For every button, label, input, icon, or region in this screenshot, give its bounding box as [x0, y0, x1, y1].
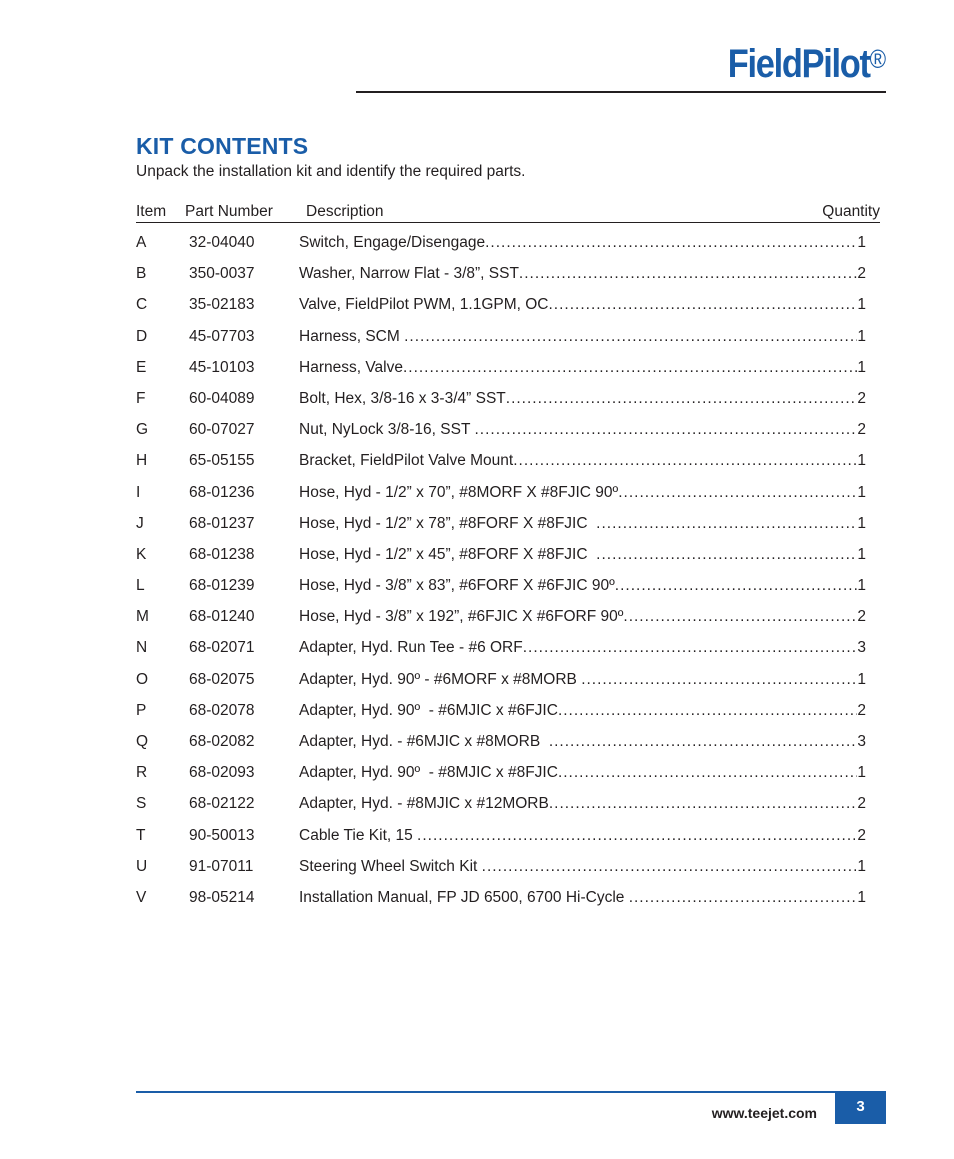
- quantity: 1: [857, 764, 866, 782]
- description: Hose, Hyd - 1/2” x 70”, #8MORF X #8FJIC 90º: [299, 483, 619, 501]
- description-line: [299, 858, 866, 876]
- quantity: 2: [857, 701, 866, 719]
- header-quantity: Quantity: [822, 203, 880, 220]
- registered-mark: ®: [869, 44, 886, 74]
- quantity: 2: [857, 389, 866, 407]
- part-number: 68-02093: [189, 764, 255, 782]
- description: Hose, Hyd - 3/8” x 192”, #6FJIC X #6FORF 90º: [299, 608, 624, 626]
- quantity: 2: [857, 608, 866, 626]
- table-row: [136, 515, 866, 546]
- table-row: [136, 764, 866, 795]
- description: Hose, Hyd - 1/2” x 45”, #8FORF X #8FJIC: [299, 545, 597, 563]
- part-number: 68-02075: [189, 670, 255, 688]
- part-number: 90-50013: [189, 826, 255, 844]
- quantity: 1: [857, 327, 866, 345]
- table-row: [136, 671, 866, 702]
- part-number: 68-02082: [189, 733, 255, 750]
- description: Washer, Narrow Flat - 3/8”, SST: [299, 265, 519, 283]
- description-line: [299, 639, 866, 657]
- footer-url: www.teejet.com: [711, 1105, 817, 1121]
- quantity: 1: [857, 514, 866, 532]
- header-part-number: Part Number: [185, 203, 273, 220]
- part-number: 68-01238: [189, 545, 255, 563]
- quantity: 2: [857, 421, 866, 439]
- item-letter: D: [136, 327, 148, 345]
- description: Valve, FieldPilot PWM, 1.1GPM, OC: [299, 296, 549, 314]
- quantity: 1: [857, 857, 866, 875]
- table-row: [136, 639, 866, 670]
- quantity: 3: [857, 733, 866, 750]
- item-letter: M: [136, 608, 149, 626]
- item-letter: R: [136, 764, 148, 782]
- dot-leader: [474, 421, 857, 439]
- item-letter: J: [136, 514, 144, 532]
- header-item: Item: [136, 203, 167, 220]
- description-line: [299, 827, 866, 845]
- table-row: [136, 452, 866, 483]
- description: Switch, Engage/Disengage: [299, 234, 486, 251]
- item-letter: U: [136, 857, 148, 875]
- quantity: 2: [857, 795, 866, 813]
- part-number: 60-04089: [189, 389, 255, 407]
- table-row: [136, 328, 866, 359]
- item-letter: F: [136, 389, 146, 407]
- description: Steering Wheel Switch Kit: [299, 857, 482, 875]
- part-number: 60-07027: [189, 421, 255, 439]
- dot-leader: [549, 795, 858, 813]
- dot-leader: [618, 484, 857, 502]
- description-line: [299, 484, 866, 502]
- description-line: [299, 671, 866, 689]
- dot-leader: [506, 390, 858, 408]
- item-letter: T: [136, 826, 146, 844]
- table-row: [136, 546, 866, 577]
- description: Installation Manual, FP JD 6500, 6700 Hi-Cycle: [299, 888, 629, 906]
- item-letter: O: [136, 670, 149, 688]
- description-line: [299, 795, 866, 813]
- dot-leader: [615, 577, 858, 595]
- quantity: 1: [857, 483, 866, 501]
- item-letter: I: [136, 483, 141, 501]
- item-letter: S: [136, 795, 147, 813]
- part-number: 68-02122: [189, 795, 255, 813]
- quantity: 1: [857, 670, 866, 688]
- dot-leader: [482, 858, 858, 876]
- description-line: [299, 390, 866, 408]
- quantity: 1: [857, 577, 866, 595]
- description-line: [299, 265, 866, 283]
- description-line: [299, 608, 866, 626]
- item-letter: E: [136, 358, 147, 376]
- dot-leader: [558, 764, 857, 782]
- quantity: 1: [857, 358, 866, 376]
- table-row: [136, 421, 866, 452]
- page-number: 3: [835, 1093, 886, 1124]
- description-line: [299, 328, 866, 346]
- table-row: [136, 733, 866, 764]
- quantity: 2: [857, 826, 866, 844]
- dot-leader: [403, 359, 857, 377]
- description: Cable Tie Kit, 15: [299, 826, 418, 844]
- description-line: [299, 546, 866, 564]
- table-row: [136, 858, 866, 889]
- item-letter: Q: [136, 733, 149, 750]
- description-line: [299, 764, 866, 782]
- description-line: [299, 577, 866, 595]
- description: Bracket, FieldPilot Valve Mount: [299, 452, 514, 470]
- part-number: 68-01237: [189, 514, 255, 532]
- description: Adapter, Hyd. - #6MJIC x #8MORB: [299, 733, 549, 750]
- brand-name: FieldPilot: [727, 42, 870, 86]
- description-line: [299, 421, 866, 439]
- dot-leader: [485, 234, 857, 252]
- header-rule: [356, 91, 886, 93]
- dot-leader: [596, 546, 857, 564]
- table-row: [136, 827, 866, 858]
- description: Bolt, Hex, 3/8-16 x 3-3/4” SST: [299, 389, 506, 407]
- part-number: 35-02183: [189, 296, 255, 314]
- description-line: [299, 452, 866, 470]
- part-number: 68-01236: [189, 483, 255, 501]
- table-row: [136, 577, 866, 608]
- dot-leader: [558, 702, 857, 720]
- description-line: [299, 515, 866, 533]
- item-letter: P: [136, 701, 147, 719]
- description-line: [299, 702, 866, 720]
- part-number: 65-05155: [189, 452, 255, 470]
- header-description: Description: [306, 203, 384, 220]
- part-number: 68-02071: [189, 639, 255, 657]
- description: Hose, Hyd - 3/8” x 83”, #6FORF X #6FJIC 90º: [299, 577, 615, 595]
- parts-list: [136, 234, 866, 920]
- description: Adapter, Hyd. 90º - #6MJIC x #6FJIC: [299, 701, 558, 719]
- description: Harness, Valve: [299, 358, 403, 376]
- part-number: 68-02078: [189, 701, 255, 719]
- quantity: 1: [857, 888, 866, 906]
- part-number: 68-01239: [189, 577, 255, 595]
- item-letter: B: [136, 265, 147, 283]
- dot-leader: [513, 452, 857, 470]
- quantity: 1: [857, 545, 866, 563]
- item-letter: V: [136, 888, 147, 906]
- dot-leader: [404, 328, 857, 346]
- quantity: 1: [857, 296, 866, 314]
- table-row: [136, 608, 866, 639]
- description: Adapter, Hyd. 90º - #8MJIC x #8FJIC: [299, 764, 558, 782]
- description: Adapter, Hyd. Run Tee - #6 ORF: [299, 639, 523, 657]
- table-row: [136, 889, 866, 920]
- table-row: [136, 265, 866, 296]
- dot-leader: [519, 265, 857, 283]
- description: Adapter, Hyd. - #8MJIC x #12MORB: [299, 795, 549, 813]
- item-letter: C: [136, 296, 148, 314]
- table-row: [136, 296, 866, 327]
- description-line: [299, 733, 866, 751]
- dot-leader: [596, 515, 857, 533]
- dot-leader: [549, 733, 858, 751]
- description-line: [299, 296, 866, 314]
- dot-leader: [629, 889, 858, 907]
- description: Harness, SCM: [299, 327, 405, 345]
- item-letter: A: [136, 234, 147, 251]
- dot-leader: [623, 608, 857, 626]
- description: Adapter, Hyd. 90º - #6MORF x #8MORB: [299, 670, 582, 688]
- description: Nut, NyLock 3/8-16, SST: [299, 421, 475, 439]
- description-line: [299, 234, 866, 252]
- table-row: [136, 702, 866, 733]
- description: Hose, Hyd - 1/2” x 78”, #8FORF X #8FJIC: [299, 514, 597, 532]
- table-row: [136, 795, 866, 826]
- quantity: 3: [857, 639, 866, 657]
- item-letter: K: [136, 545, 147, 563]
- description-line: [299, 359, 866, 377]
- brand-logo: [728, 42, 886, 87]
- dot-leader: [549, 296, 858, 314]
- part-number: 45-07703: [189, 327, 255, 345]
- table-header: [136, 203, 880, 223]
- dot-leader: [417, 827, 857, 845]
- part-number: 98-05214: [189, 888, 255, 906]
- table-row: [136, 484, 866, 515]
- description-line: [299, 889, 866, 907]
- quantity: 1: [857, 452, 866, 470]
- footer-rule: [136, 1091, 886, 1093]
- item-letter: H: [136, 452, 148, 470]
- intro-text: Unpack the installation kit and identify the required parts.: [136, 163, 526, 180]
- section-title: KIT CONTENTS: [136, 133, 309, 159]
- item-letter: G: [136, 421, 149, 439]
- table-row: [136, 234, 866, 265]
- part-number: 45-10103: [189, 358, 255, 376]
- part-number: 32-04040: [189, 234, 255, 251]
- part-number: 91-07011: [189, 857, 254, 875]
- dot-leader: [581, 671, 857, 689]
- item-letter: N: [136, 639, 148, 657]
- quantity: 1: [857, 234, 866, 251]
- part-number: 350-0037: [189, 265, 255, 283]
- quantity: 2: [857, 265, 866, 283]
- part-number: 68-01240: [189, 608, 255, 626]
- item-letter: L: [136, 577, 145, 595]
- table-row: [136, 359, 866, 390]
- dot-leader: [523, 639, 858, 657]
- table-row: [136, 390, 866, 421]
